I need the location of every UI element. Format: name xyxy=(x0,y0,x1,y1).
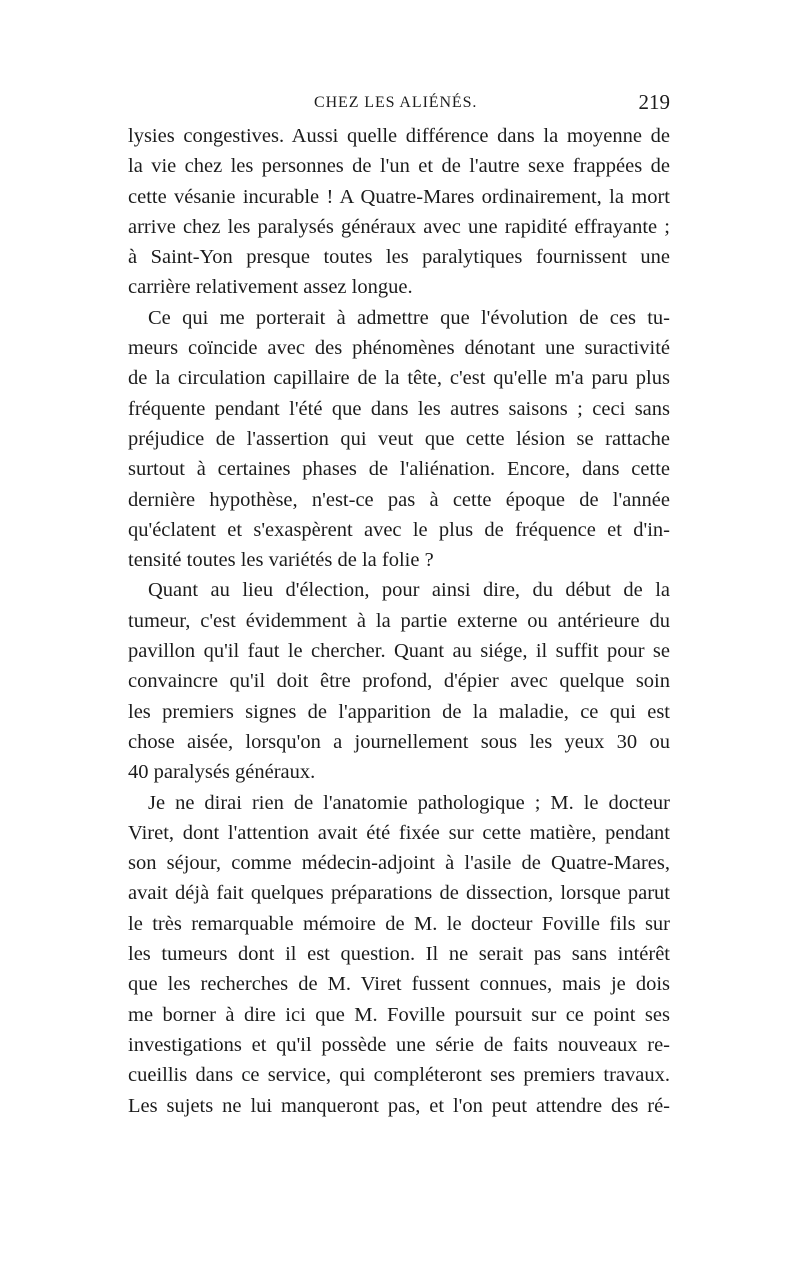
text-line: que les recherches de M. Viret fussent connues, mais je dois xyxy=(128,973,670,996)
text-line: à Saint-Yon presque toutes les paralytiques fournissent une xyxy=(128,246,670,269)
running-title: CHEZ LES ALIÉNÉS. xyxy=(314,94,478,111)
body-text xyxy=(128,121,670,1121)
text-line: tensité toutes les variétés de la folie ? xyxy=(128,549,434,572)
text-line: lysies congestives. Aussi quelle différence dans la moyenne de xyxy=(128,125,670,147)
text-line: chose aisée, lorsqu'on a journellement sous les yeux 30 ou xyxy=(128,730,670,753)
text-line: Ce qui me porterait à admettre que l'évolution de ces tu- xyxy=(148,306,670,329)
text-line: qu'éclatent et s'exaspèrent avec le plus de fréquence et d'in- xyxy=(128,518,670,541)
text-line: le très remarquable mémoire de M. le docteur Foville fils sur xyxy=(128,912,670,935)
text-line: dernière hypothèse, n'est-ce pas à cette époque de l'année xyxy=(128,488,670,511)
text-line: 40 paralysés généraux. xyxy=(128,761,316,784)
text-line: Quant au lieu d'élection, pour ainsi dire, du début de la xyxy=(148,579,670,602)
text-line: pavillon qu'il faut le chercher. Quant au siége, il suffit pour se xyxy=(128,640,670,663)
running-header xyxy=(128,90,680,122)
text-line: investigations et qu'il possède une série de faits nouveaux re- xyxy=(128,1033,670,1056)
text-line: Viret, dont l'attention avait été fixée sur cette matière, pendant xyxy=(128,821,670,844)
text-line: fréquente pendant l'été que dans les autres saisons ; ceci sans xyxy=(128,397,670,420)
text-line: Je ne dirai rien de l'anatomie pathologique ; M. le docteur xyxy=(148,791,670,814)
text-line: la vie chez les personnes de l'un et de l'autre sexe frappées de xyxy=(128,155,670,178)
text-line: carrière relativement assez longue. xyxy=(128,276,413,299)
text-line: de la circulation capillaire de la tête, c'est qu'elle m'a paru plus xyxy=(128,367,670,390)
text-line: les tumeurs dont il est question. Il ne serait pas sans intérêt xyxy=(128,943,670,966)
text-line: avait déjà fait quelques préparations de dissection, lorsque parut xyxy=(128,882,670,905)
text-line: Les sujets ne lui manqueront pas, et l'on peut attendre des ré- xyxy=(128,1094,670,1117)
text-line: convaincre qu'il doit être profond, d'épier avec quelque soin xyxy=(128,670,670,693)
text-line: meurs coïncide avec des phénomènes dénotant une suractivité xyxy=(128,337,670,360)
text-line: tumeur, c'est évidemment à la partie externe ou antérieure du xyxy=(128,609,670,632)
text-line: les premiers signes de l'apparition de la maladie, ce qui est xyxy=(128,700,670,723)
page-number: 219 xyxy=(638,90,670,114)
text-line: cette vésanie incurable ! A Quatre-Mares ordinairement, la mort xyxy=(128,185,670,208)
text-line: arrive chez les paralysés généraux avec une rapidité effrayante ; xyxy=(128,215,670,238)
text-line: cueillis dans ce service, qui compléteront ses premiers travaux. xyxy=(128,1064,670,1087)
text-line: me borner à dire ici que M. Foville poursuit sur ce point ses xyxy=(128,1003,670,1026)
text-line: surtout à certaines phases de l'aliénation. Encore, dans cette xyxy=(128,458,670,481)
text-line: son séjour, comme médecin-adjoint à l'asile de Quatre-Mares, xyxy=(128,852,670,875)
text-line: préjudice de l'assertion qui veut que cette lésion se rattache xyxy=(128,427,670,450)
